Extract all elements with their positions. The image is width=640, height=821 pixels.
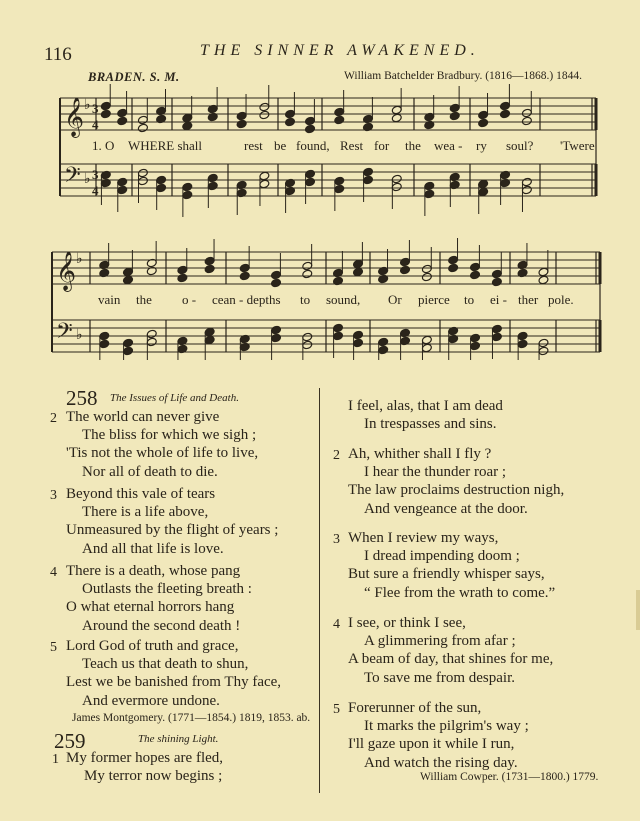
lyric-syllable: ther bbox=[518, 292, 539, 307]
lyric-syllable: soul? bbox=[506, 138, 534, 153]
tune-name: BRADEN. S. M. bbox=[88, 70, 180, 84]
lyric-syllable: ei - bbox=[490, 292, 507, 307]
note-head bbox=[363, 175, 374, 185]
tune-composer: William Batchelder Bradbury. (1816—1868.) 1844. bbox=[344, 70, 583, 82]
verse-line: I'll gaze upon it while I run, bbox=[348, 736, 515, 753]
note-head bbox=[302, 340, 313, 350]
note-head bbox=[285, 117, 296, 127]
hymn-258-credit: James Montgomery. (1771—1854.) 1819, 1853. ab. bbox=[72, 712, 311, 724]
note-head bbox=[302, 332, 313, 342]
note-head bbox=[305, 116, 316, 126]
note-head bbox=[146, 337, 157, 347]
verse-line: There is a life above, bbox=[82, 504, 209, 521]
note-head bbox=[305, 169, 316, 179]
note-head bbox=[182, 190, 193, 200]
lyric-syllable: found, bbox=[296, 138, 330, 153]
note-head bbox=[259, 102, 270, 112]
note-head bbox=[100, 101, 111, 111]
lyric-syllable: 1. O bbox=[92, 138, 115, 153]
note-head bbox=[500, 101, 511, 111]
note-head bbox=[521, 185, 532, 195]
note-head bbox=[421, 272, 432, 282]
verse-line: In trespasses and sins. bbox=[364, 416, 497, 433]
lyric-syllable: wea - bbox=[434, 138, 463, 153]
lyric-syllable: Or bbox=[388, 292, 402, 307]
lyric-syllable: the bbox=[405, 138, 421, 153]
note-head bbox=[517, 331, 528, 341]
note-head bbox=[334, 176, 345, 186]
note-head bbox=[353, 338, 364, 348]
note-head bbox=[424, 189, 435, 199]
verse-line: And vengeance at the door. bbox=[364, 500, 528, 517]
music-score bbox=[0, 0, 640, 360]
note-head bbox=[521, 177, 532, 187]
note-head bbox=[478, 179, 489, 189]
note-head bbox=[137, 176, 148, 186]
note-head bbox=[285, 109, 296, 119]
verse-number: 1 bbox=[52, 752, 59, 767]
verse-line: 'Tis not the whole of life to live, bbox=[66, 445, 259, 462]
lyric-syllable: WHERE shall bbox=[128, 138, 203, 153]
time-signature: 3 bbox=[92, 167, 99, 182]
verse-line: To save me from despair. bbox=[364, 669, 515, 686]
bass-clef: 𝄢 bbox=[56, 319, 73, 349]
verse-line: I feel, alas, that I am dead bbox=[348, 398, 503, 414]
note-head bbox=[478, 118, 489, 128]
note-head bbox=[421, 264, 432, 274]
verse-line: The world can never give bbox=[66, 409, 220, 425]
note-head bbox=[239, 263, 250, 273]
verse-number: 5 bbox=[50, 640, 57, 655]
note-head bbox=[117, 177, 128, 187]
verse-line: My terror now begins ; bbox=[84, 768, 223, 784]
note-head bbox=[470, 341, 481, 351]
note-head bbox=[538, 346, 549, 356]
note-head bbox=[334, 115, 345, 125]
lyric-syllable: o - bbox=[182, 292, 197, 307]
lyric-syllable: rest bbox=[244, 138, 263, 153]
note-head bbox=[491, 269, 502, 279]
lyric-syllable: sound, bbox=[326, 292, 361, 307]
note-head bbox=[353, 330, 364, 340]
note-head bbox=[204, 264, 215, 274]
note-head bbox=[137, 168, 148, 178]
hymn-259-credit: William Cowper. (1731—1800.) 1779. bbox=[420, 771, 599, 783]
note-head bbox=[424, 181, 435, 191]
note-head bbox=[236, 111, 247, 121]
note-head bbox=[448, 263, 459, 273]
note-head bbox=[521, 108, 532, 118]
key-signature-flat: ♭ bbox=[84, 172, 91, 187]
note-head bbox=[123, 267, 134, 277]
note-head bbox=[271, 325, 282, 335]
note-head bbox=[334, 184, 345, 194]
time-signature: 4 bbox=[92, 183, 99, 198]
lyric-syllable: Rest bbox=[340, 138, 364, 153]
verse-line: I dread impending doom ; bbox=[364, 548, 520, 565]
verse-line: I hear the thunder roar ; bbox=[364, 464, 507, 481]
lyric-syllable: to bbox=[300, 292, 311, 307]
lyric-syllable: pole. bbox=[548, 292, 574, 307]
note-head bbox=[156, 175, 167, 185]
lyric-syllable: cean - depths bbox=[212, 292, 281, 307]
note-head bbox=[182, 182, 193, 192]
hymn-259-title: The shining Light. bbox=[138, 733, 219, 745]
note-head bbox=[448, 255, 459, 265]
lyric-syllable: pierce bbox=[418, 292, 450, 307]
verse-number: 4 bbox=[333, 617, 340, 632]
time-signature: 4 bbox=[92, 117, 99, 132]
verse-line: And evermore undone. bbox=[82, 692, 220, 709]
verse-line: Teach us that death to shun, bbox=[82, 656, 249, 673]
note-head bbox=[538, 275, 549, 285]
note-head bbox=[449, 103, 460, 113]
verse-line: Unmeasured by the flight of years ; bbox=[66, 522, 279, 539]
verse-line: There is a death, whose pang bbox=[66, 563, 241, 579]
note-head bbox=[302, 261, 313, 271]
note-head bbox=[177, 265, 188, 275]
lyric-syllable: the bbox=[136, 292, 152, 307]
note-head bbox=[204, 327, 215, 337]
lyric-syllable: to bbox=[464, 292, 475, 307]
note-head bbox=[517, 339, 528, 349]
note-head bbox=[500, 109, 511, 119]
verse-line: A beam of day, that shines for me, bbox=[348, 651, 554, 668]
note-head bbox=[177, 273, 188, 283]
verse-line: And all that life is love. bbox=[82, 540, 224, 557]
note-head bbox=[449, 111, 460, 121]
note-head bbox=[400, 265, 411, 275]
note-head bbox=[207, 173, 218, 183]
note-head bbox=[156, 183, 167, 193]
verse-line: Around the second death ! bbox=[82, 617, 241, 634]
note-head bbox=[204, 335, 215, 345]
note-head bbox=[391, 113, 402, 123]
note-head bbox=[302, 269, 313, 279]
page-number: 116 bbox=[44, 44, 72, 65]
note-head bbox=[470, 333, 481, 343]
verse-line: Lest we be banished from Thy face, bbox=[66, 674, 282, 691]
key-signature-flat: ♭ bbox=[76, 252, 83, 267]
running-title: THE SINNER AWAKENED. bbox=[200, 42, 480, 59]
note-head bbox=[333, 331, 344, 341]
verse-line: The bliss for which we sigh ; bbox=[82, 427, 257, 444]
note-head bbox=[491, 277, 502, 287]
note-head bbox=[305, 124, 316, 134]
lyric-syllable: vain bbox=[98, 292, 121, 307]
note-head bbox=[123, 338, 134, 348]
lyric-syllable: ry bbox=[476, 138, 487, 153]
verse-line: My former hopes are fled, bbox=[66, 750, 224, 766]
verse-line: It marks the pilgrim's way ; bbox=[364, 718, 529, 735]
note-head bbox=[391, 174, 402, 184]
note-head bbox=[491, 332, 502, 342]
note-head bbox=[182, 113, 193, 123]
bass-clef: 𝄢 bbox=[64, 163, 81, 193]
note-head bbox=[521, 116, 532, 126]
verse-number: 3 bbox=[333, 532, 340, 547]
verse-line: But sure a friendly whisper says, bbox=[348, 566, 545, 583]
note-head bbox=[470, 270, 481, 280]
treble-clef: 𝄞 bbox=[64, 97, 85, 137]
verse-line: When I review my ways, bbox=[348, 530, 499, 546]
note-head bbox=[363, 167, 374, 177]
note-head bbox=[182, 121, 193, 131]
verse-number: 5 bbox=[333, 702, 340, 717]
verse-line: A glimmering from afar ; bbox=[364, 633, 516, 650]
verse-line: Forerunner of the sun, bbox=[348, 700, 482, 716]
hymn-258-title: The Issues of Life and Death. bbox=[110, 392, 239, 404]
time-signature: 3 bbox=[92, 101, 99, 116]
verse-number: 4 bbox=[50, 565, 57, 580]
lyric-syllable: for bbox=[374, 138, 390, 153]
column-divider bbox=[319, 388, 320, 793]
verse-number: 3 bbox=[50, 488, 57, 503]
note-head bbox=[491, 324, 502, 334]
note-head bbox=[421, 343, 432, 353]
note-head bbox=[117, 116, 128, 126]
key-signature-flat: ♭ bbox=[84, 98, 91, 113]
note-head bbox=[117, 185, 128, 195]
note-head bbox=[271, 278, 282, 288]
note-head bbox=[478, 187, 489, 197]
note-head bbox=[470, 262, 481, 272]
note-head bbox=[478, 110, 489, 120]
page-edge bbox=[636, 590, 640, 630]
note-head bbox=[391, 105, 402, 115]
verse-line: Beyond this vale of tears bbox=[66, 486, 216, 502]
lyric-syllable: 'Twere bbox=[560, 138, 595, 153]
verse-line: Ah, whither shall I fly ? bbox=[348, 446, 492, 462]
note-head bbox=[259, 171, 270, 181]
note-head bbox=[421, 335, 432, 345]
verse-line: “ Flee from the wrath to come.” bbox=[364, 584, 556, 601]
key-signature-flat: ♭ bbox=[76, 328, 83, 343]
note-head bbox=[400, 257, 411, 267]
note-head bbox=[271, 270, 282, 280]
note-head bbox=[137, 123, 148, 133]
note-head bbox=[123, 346, 134, 356]
note-head bbox=[123, 275, 134, 285]
note-head bbox=[378, 337, 389, 347]
note-head bbox=[391, 182, 402, 192]
verse-line: I see, or think I see, bbox=[348, 615, 466, 631]
hymn-258-number: 258 bbox=[66, 386, 98, 410]
verse-line: Outlasts the fleeting breath : bbox=[82, 581, 252, 598]
note-head bbox=[538, 267, 549, 277]
verse-line: The law proclaims destruction nigh, bbox=[348, 482, 565, 499]
hymn-259-number: 259 bbox=[54, 729, 86, 753]
note-head bbox=[204, 256, 215, 266]
note-head bbox=[305, 177, 316, 187]
note-head bbox=[239, 271, 250, 281]
note-head bbox=[99, 339, 110, 349]
note-head bbox=[259, 179, 270, 189]
lyric-syllable: be bbox=[274, 138, 287, 153]
note-head bbox=[137, 115, 148, 125]
note-head bbox=[259, 110, 270, 120]
verse-line: O what eternal horrors hang bbox=[66, 599, 235, 616]
note-head bbox=[353, 259, 364, 269]
verse-number: 2 bbox=[333, 448, 340, 463]
verse-number: 2 bbox=[50, 411, 57, 426]
verse-line: Lord God of truth and grace, bbox=[66, 638, 239, 654]
note-head bbox=[100, 109, 111, 119]
note-head bbox=[207, 181, 218, 191]
note-head bbox=[236, 119, 247, 129]
note-head bbox=[378, 345, 389, 355]
note-head bbox=[146, 329, 157, 339]
note-head bbox=[333, 323, 344, 333]
note-head bbox=[117, 108, 128, 118]
verse-line: And watch the rising day. bbox=[364, 754, 518, 771]
verse-line: Nor all of death to die. bbox=[82, 463, 218, 480]
note-head bbox=[271, 333, 282, 343]
note-head bbox=[334, 107, 345, 117]
note-head bbox=[353, 267, 364, 277]
note-head bbox=[99, 331, 110, 341]
treble-clef: 𝄞 bbox=[56, 251, 77, 291]
note-head bbox=[538, 338, 549, 348]
